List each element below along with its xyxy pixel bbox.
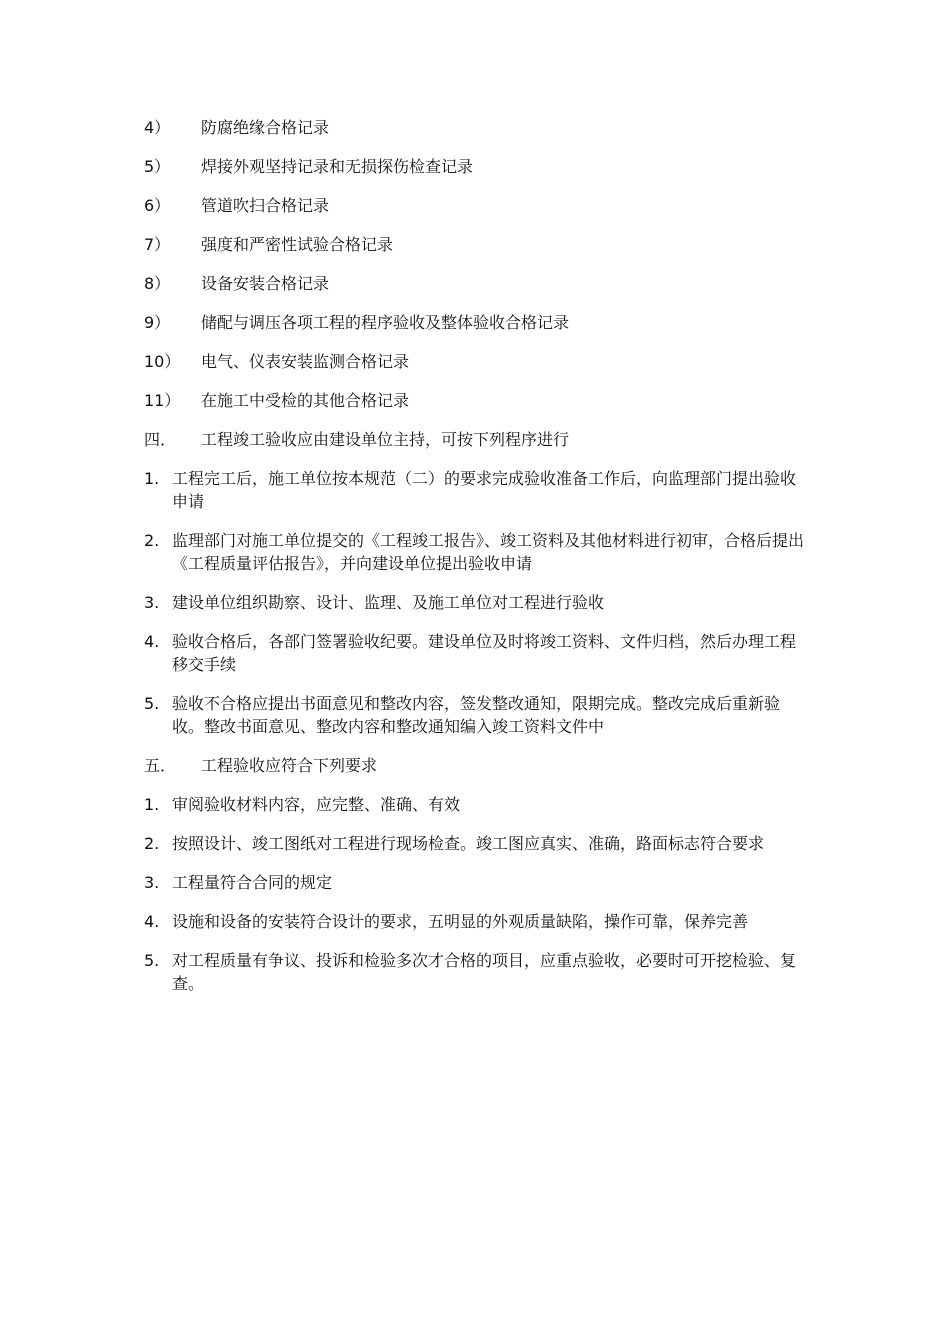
list-item [144, 591, 808, 614]
item-text: 管道吹扫合格记录 [201, 196, 330, 215]
item-text: 建设单位组织勘察、设计、监理、及施工单位对工程进行验收 [172, 593, 605, 612]
item-text: 工程完工后，施工单位按本规范（二）的要求完成验收准备工作后，向监理部门提出验收申请 [172, 469, 797, 511]
item-number: 3. [144, 873, 160, 892]
list-item [144, 871, 808, 894]
section-heading [144, 428, 808, 451]
list-item [144, 389, 808, 412]
item-number: 9） [144, 313, 171, 332]
section-heading [144, 754, 808, 777]
item-text: 在施工中受检的其他合格记录 [201, 391, 410, 410]
item-number: 4） [144, 118, 171, 137]
item-text: 按照设计、竣工图纸对工程进行现场检查。竣工图应真实、准确，路面标志符合要求 [172, 834, 765, 853]
list-item [144, 272, 808, 295]
list-item [144, 630, 808, 676]
list-item [144, 233, 808, 256]
section-title: 工程验收应符合下列要求 [201, 756, 378, 775]
item-text: 验收合格后，各部门签署验收纪要。建设单位及时将竣工资料、文件归档，然后办理工程移交手续 [172, 632, 797, 674]
item-number: 5） [144, 157, 171, 176]
list-item [144, 350, 808, 373]
item-number: 7） [144, 235, 171, 254]
item-text: 工程量符合合同的规定 [172, 873, 333, 892]
item-number: 5. [144, 694, 160, 713]
item-number: 11） [144, 391, 181, 410]
list-item [144, 467, 808, 513]
item-number: 4. [144, 912, 160, 931]
list-item [144, 311, 808, 334]
list-item [144, 949, 808, 995]
item-text: 设备安装合格记录 [201, 274, 330, 293]
list-item [144, 793, 808, 816]
item-number: 1. [144, 469, 160, 488]
item-text: 监理部门对施工单位提交的《工程竣工报告》、竣工资料及其他材料进行初审，合格后提出《工程质量评估报告》，并向建设单位提出验收申请 [172, 531, 805, 573]
item-number: 1. [144, 795, 160, 814]
item-text: 电气、仪表安装监测合格记录 [201, 352, 410, 371]
item-text: 验收不合格应提出书面意见和整改内容，签发整改通知，限期完成。整改完成后重新验收。整改书面意见、整改内容和整改通知编入竣工资料文件中 [172, 694, 781, 736]
list-item [144, 116, 808, 139]
section-number: 五． [144, 756, 177, 775]
section-number: 四． [144, 430, 177, 449]
item-number: 3. [144, 593, 160, 612]
item-text: 储配与调压各项工程的程序验收及整体验收合格记录 [201, 313, 570, 332]
list-item [144, 155, 808, 178]
list-item [144, 910, 808, 933]
list-item [144, 692, 808, 738]
item-number: 10） [144, 352, 181, 371]
item-text: 焊接外观坚持记录和无损探伤检查记录 [201, 157, 474, 176]
item-text: 防腐绝缘合格记录 [201, 118, 330, 137]
item-text: 审阅验收材料内容，应完整、准确、有效 [172, 795, 461, 814]
item-number: 2. [144, 834, 160, 853]
document-body [144, 116, 808, 1011]
list-item [144, 832, 808, 855]
section-title: 工程竣工验收应由建设单位主持，可按下列程序进行 [201, 430, 570, 449]
item-text: 设施和设备的安装符合设计的要求，五明显的外观质量缺陷，操作可靠，保养完善 [172, 912, 749, 931]
list-item [144, 194, 808, 217]
item-number: 4. [144, 632, 160, 651]
item-text: 强度和严密性试验合格记录 [201, 235, 394, 254]
item-number: 2. [144, 531, 160, 550]
item-text: 对工程质量有争议、投诉和检验多次才合格的项目，应重点验收，必要时可开挖检验、复查。 [172, 951, 797, 993]
item-number: 8） [144, 274, 171, 293]
list-item [144, 529, 808, 575]
item-number: 5. [144, 951, 160, 970]
item-number: 6） [144, 196, 171, 215]
